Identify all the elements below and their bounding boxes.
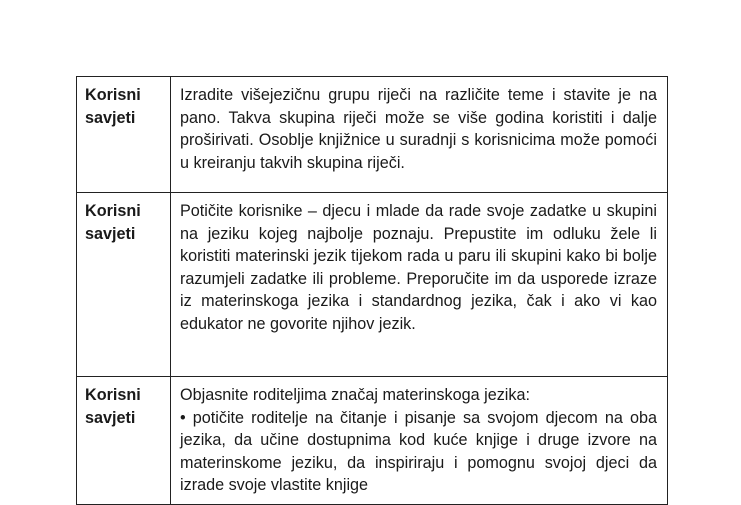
row-label [77,193,171,377]
row-intro: Objasnite roditeljima značaj materinskoga jezika: [180,386,530,404]
row-text [171,377,668,505]
row-text: Potičite korisnike – djecu i mlade da rade svoje zadatke u skupini na jeziku kojeg najbolje poznaju. Prepustite im odluku žele li koristiti materinski jezik tijekom rada u paru ili skupini kako bi bolje razumjeli zadatke ili probleme. Preporučite im da usporede izraze iz materinskoga jezika i standardnog jezika, čak i ako vi kao edukator ne govorite njihov jezik. [171,193,668,377]
label-line-2: savjeti [85,408,136,427]
label-line-1: Korisni [85,86,141,104]
tips-row [77,77,668,193]
tips-table [76,76,668,505]
row-label [77,377,171,505]
row-label [77,77,171,193]
row-text: Izradite višejezičnu grupu riječi na različite teme i stavite je na pano. Takva skupina riječi može se više godina koristiti i dalje proširivati. Osoblje knjižnice u suradnji s korisnicima može pomoći u kreiranju takvih skupina riječi. [171,77,668,193]
tips-row [77,193,668,377]
row-bullet: • potičite roditelje na čitanje i pisanje sa svojom djecom na oba jezika, da učine dostupnima kod kuće knjige i druge izvore na materinskome jeziku, da inspiriraju i pomognu svojoj djeci da izrade svoje vlastite knjige [180,408,657,495]
tips-row [77,377,668,505]
label-line-2: savjeti [85,224,136,243]
label-line-1: Korisni [85,202,141,220]
label-line-1: Korisni [85,386,141,404]
label-line-2: savjeti [85,108,136,127]
